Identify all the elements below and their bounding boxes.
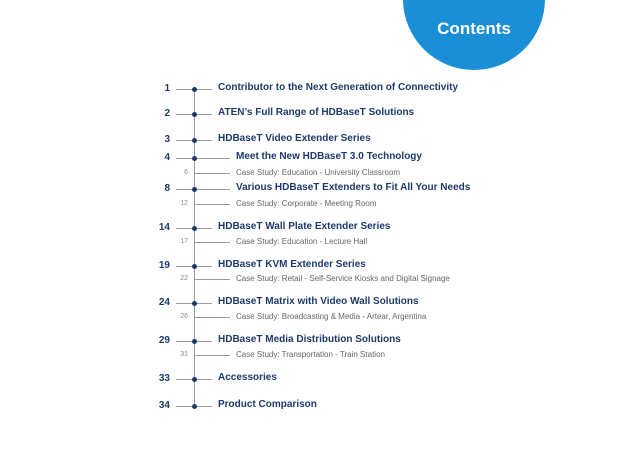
toc-case-study[interactable]: Case Study: Education - Lecture Hall xyxy=(236,237,368,246)
toc-page-number: 24 xyxy=(158,297,170,308)
toc-bullet-dot xyxy=(192,404,197,409)
toc-sub-connector-line xyxy=(194,242,230,243)
toc-page-number: 8 xyxy=(164,183,170,194)
toc-page-number: 4 xyxy=(164,152,170,163)
toc-page-number: 33 xyxy=(158,373,170,384)
toc-case-study[interactable]: Case Study: Broadcasting & Media - Artear, Argentina xyxy=(236,312,427,321)
toc-bullet-dot xyxy=(192,187,197,192)
toc-case-study[interactable]: Case Study: Corporate - Meeting Room xyxy=(236,199,377,208)
contents-title: Contents xyxy=(437,19,511,38)
toc-page-number: 19 xyxy=(158,260,170,271)
toc-page-number: 14 xyxy=(158,222,170,233)
toc-case-study[interactable]: Case Study: Transportation - Train Station xyxy=(236,350,385,359)
toc-entry-title[interactable]: Contributor to the Next Generation of Connectivity xyxy=(218,82,459,93)
toc-entry-title[interactable]: HDBaseT Video Extender Series xyxy=(218,133,371,144)
toc-bullet-dot xyxy=(192,301,197,306)
toc-bullet-dot xyxy=(192,264,197,269)
toc-entry-title[interactable]: HDBaseT Matrix with Video Wall Solutions xyxy=(218,296,419,307)
toc-sub-connector-line xyxy=(194,279,230,280)
toc-spine-line xyxy=(194,88,195,406)
toc-bullet-dot xyxy=(192,138,197,143)
toc-bullet-dot xyxy=(192,112,197,117)
toc-page-number: 34 xyxy=(158,400,170,411)
toc-bullet-dot xyxy=(192,377,197,382)
toc-bullet-dot xyxy=(192,226,197,231)
toc-bullet-dot xyxy=(192,87,197,92)
toc-bullet-dot xyxy=(192,339,197,344)
toc-page-number: 1 xyxy=(164,83,170,94)
toc-subentry-page-number: 17 xyxy=(180,238,188,245)
toc-entry-title[interactable]: Product Comparison xyxy=(218,399,317,410)
toc-page-number: 2 xyxy=(164,108,170,119)
toc-subentry-page-number: 12 xyxy=(180,200,188,207)
toc-sub-connector-line xyxy=(194,317,230,318)
toc-connector-line xyxy=(176,158,230,159)
toc-subentry-page-number: 6 xyxy=(184,169,188,176)
toc-entry-title[interactable]: HDBaseT Wall Plate Extender Series xyxy=(218,221,391,232)
toc-entry-title[interactable]: Accessories xyxy=(218,372,277,383)
toc-connector-line xyxy=(176,189,230,190)
toc-sub-connector-line xyxy=(194,355,230,356)
toc-sub-connector-line xyxy=(194,173,230,174)
toc-entry-title[interactable]: HDBaseT KVM Extender Series xyxy=(218,259,366,270)
toc-sub-connector-line xyxy=(194,204,230,205)
toc-page-number: 3 xyxy=(164,134,170,145)
toc-entry-title[interactable]: Meet the New HDBaseT 3.0 Technology xyxy=(236,151,422,162)
toc-subentry-page-number: 31 xyxy=(180,351,188,358)
toc-bullet-dot xyxy=(192,156,197,161)
toc-subentry-page-number: 22 xyxy=(180,275,188,282)
toc-case-study[interactable]: Case Study: Retail - Self-Service Kiosks and Digital Signage xyxy=(236,274,450,283)
toc-page-number: 29 xyxy=(158,335,170,346)
toc-entry-title[interactable]: Various HDBaseT Extenders to Fit All Your Needs xyxy=(236,182,471,193)
toc-subentry-page-number: 26 xyxy=(180,313,188,320)
toc-case-study[interactable]: Case Study: Education - University Classroom xyxy=(236,168,401,177)
toc-entry-title[interactable]: ATEN’s Full Range of HDBaseT Solutions xyxy=(218,107,415,118)
toc-entry-title[interactable]: HDBaseT Media Distribution Solutions xyxy=(218,334,401,345)
